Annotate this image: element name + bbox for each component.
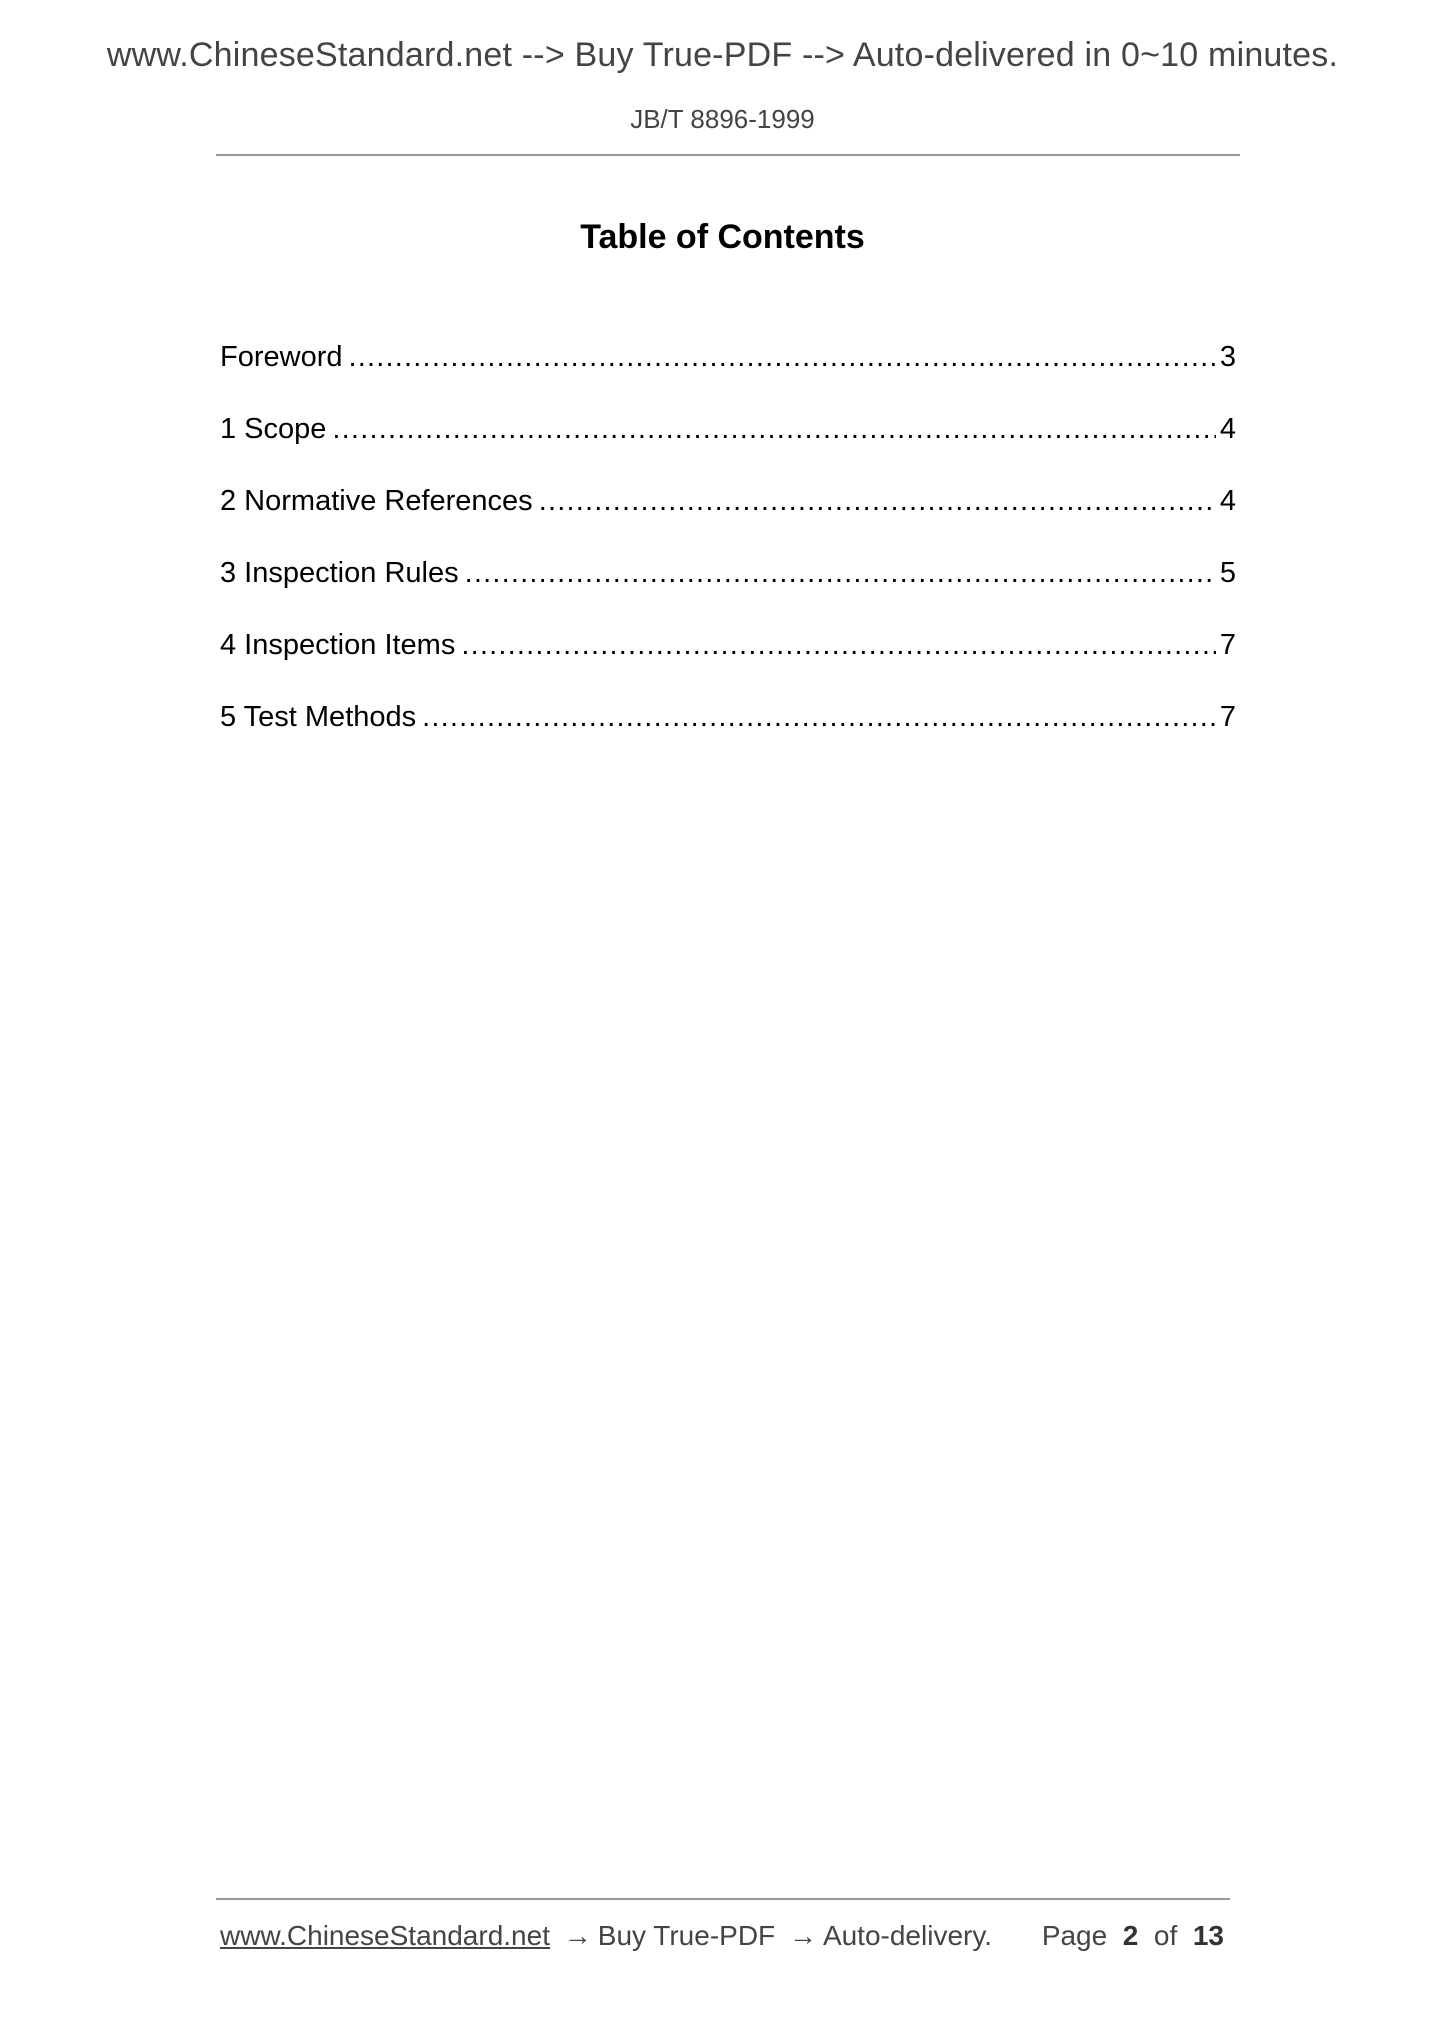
current-page-number: 2 xyxy=(1122,1920,1139,1951)
toc-entry-label: 5 Test Methods xyxy=(220,701,417,733)
toc-entry-page: 7 xyxy=(1219,701,1236,733)
document-code: JB/T 8896-1999 xyxy=(630,104,815,134)
of-word: of xyxy=(1153,1920,1178,1951)
toc-entry-page: 4 xyxy=(1219,485,1236,517)
header-divider xyxy=(216,154,1240,156)
toc-entry-foreword[interactable] xyxy=(220,336,1236,408)
toc-entry-label: 3 Inspection Rules xyxy=(220,557,459,589)
toc-entry-label: 1 Scope xyxy=(220,413,327,445)
toc-dot-leader xyxy=(461,624,1216,666)
toc-entry-test-methods[interactable] xyxy=(220,696,1236,768)
toc-entry-inspection-rules[interactable] xyxy=(220,552,1236,624)
page-word: Page xyxy=(1041,1920,1108,1951)
footer-delivery-text: Auto-delivery. xyxy=(822,1920,993,1951)
toc-entry-page: 4 xyxy=(1219,413,1236,445)
toc-dot-leader xyxy=(332,408,1215,450)
toc-dot-leader xyxy=(465,552,1216,594)
top-banner: www.ChineseStandard.net --> Buy True-PDF --> Auto-delivered in 0~10 minutes. xyxy=(106,36,1339,74)
arrow-right-icon: → xyxy=(788,1920,817,1951)
toc-entry-scope[interactable] xyxy=(220,408,1236,480)
toc-dot-leader xyxy=(349,336,1216,378)
arrow-right-icon: → xyxy=(563,1920,592,1951)
footer-promo xyxy=(220,1918,992,1954)
footer-website-link[interactable]: www.ChineseStandard.net xyxy=(220,1920,550,1951)
page-number xyxy=(1042,1918,1224,1954)
footer-divider xyxy=(216,1898,1230,1900)
toc-entry-label: 4 Inspection Items xyxy=(220,629,456,661)
toc-entry-label: 2 Normative References xyxy=(220,485,533,517)
toc-title: Table of Contents xyxy=(580,218,865,256)
toc-entry-page: 7 xyxy=(1219,629,1236,661)
toc-dot-leader xyxy=(539,480,1216,522)
toc-list xyxy=(220,336,1236,768)
total-page-count: 13 xyxy=(1192,1920,1224,1951)
toc-entry-normative-references[interactable] xyxy=(220,480,1236,552)
toc-entry-label: Foreword xyxy=(220,341,343,373)
toc-entry-inspection-items[interactable] xyxy=(220,624,1236,696)
footer-buy-text: Buy True-PDF xyxy=(597,1920,776,1951)
toc-entry-page: 5 xyxy=(1219,557,1236,589)
toc-entry-page: 3 xyxy=(1219,341,1236,373)
toc-dot-leader xyxy=(422,696,1216,738)
